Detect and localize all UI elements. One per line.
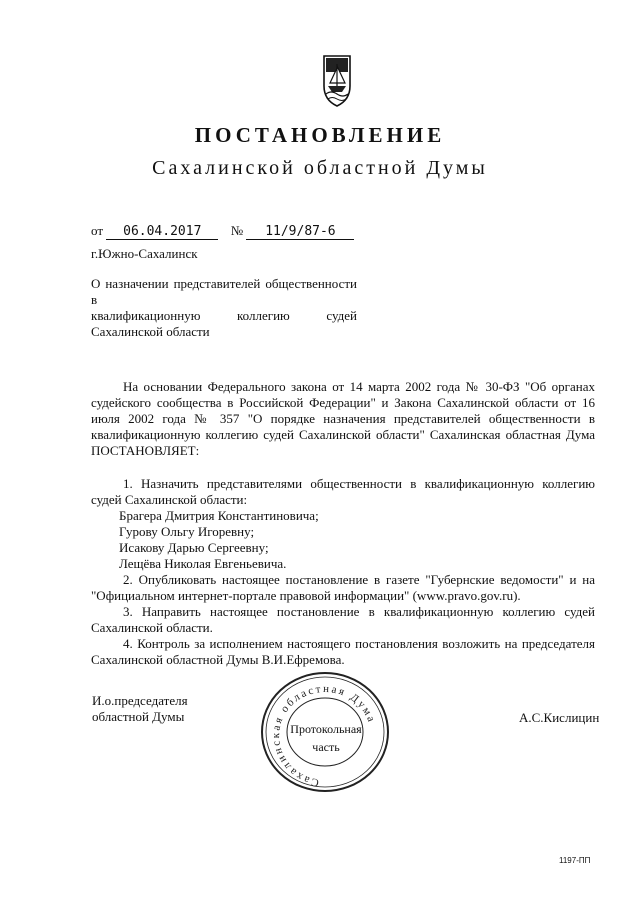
city-label: г.Южно-Сахалинск (91, 246, 198, 261)
item-3-paragraph: 3. Направить настоящее постановление в квалификационную коллегию судей Сахалинской области. (91, 604, 595, 635)
preamble-paragraph: На основании Федерального закона от 14 марта 2002 года № 30-ФЗ "Об органах судейского сообщества в Российской Федерации" и Закона Сахалинской области от 16 июля 2002 года № 357 "О порядке назначения представителей общественности в квалификационную коллегию судей Сахалинской области" Сахалинская областная Дума ПОСТАНОВЛЯЕТ: (91, 379, 595, 458)
stamp-inner-line: Протокольная (290, 722, 362, 736)
document-subtitle: Сахалинской областной Думы (152, 157, 488, 179)
document-title: ПОСТАНОВЛЕНИЕ (194, 123, 446, 147)
signatory-position (92, 693, 188, 725)
stamp-inner-line: часть (312, 740, 340, 754)
item-4-paragraph: 4. Контроль за исполнением настоящего постановления возложить на председателя Сахалинской областной Думы В.И.Ефремова. (91, 636, 595, 667)
subject-line: О назначении представителей общественности в (91, 276, 357, 307)
stamp-inner-text (288, 720, 364, 756)
document-body (91, 379, 595, 668)
document-meta (91, 223, 354, 240)
appointee-name: Лещёва Николая Евгеньевича. (119, 556, 287, 571)
date-prefix: от (91, 223, 104, 238)
position-line: И.о.председателя (92, 693, 188, 708)
stamp-ring-text: Сахалинская областная Дума (269, 682, 378, 789)
signatory-name: А.С.Кислицин (519, 710, 600, 725)
number-prefix: № (230, 223, 244, 238)
appointee-name: Исакову Дарью Сергеевну; (119, 540, 269, 555)
coat-of-arms-emblem (322, 52, 352, 108)
appointee-name: Брагера Дмитрия Константиновича; (119, 508, 319, 523)
document-number: 11/9/87-6 (246, 225, 354, 240)
appointee-name: Гурову Ольгу Игоревну; (119, 524, 255, 539)
document-code: 1197-ПП (559, 856, 591, 865)
position-line: областной Думы (92, 709, 185, 724)
document-subject (91, 276, 357, 340)
subject-line: квалификационную коллегию судей (91, 308, 357, 323)
document-date: 06.04.2017 (106, 225, 218, 240)
subject-line: Сахалинской области (91, 324, 210, 339)
item-1-paragraph: 1. Назначить представителями общественности в квалификационную коллегию судей Сахалинской области: (91, 476, 595, 507)
item-2-paragraph: 2. Опубликовать настоящее постановление в газете "Губернские ведомости" и на "Официальном интернет-портале правовой информации" (www.pravo.gov.ru). (91, 572, 595, 603)
